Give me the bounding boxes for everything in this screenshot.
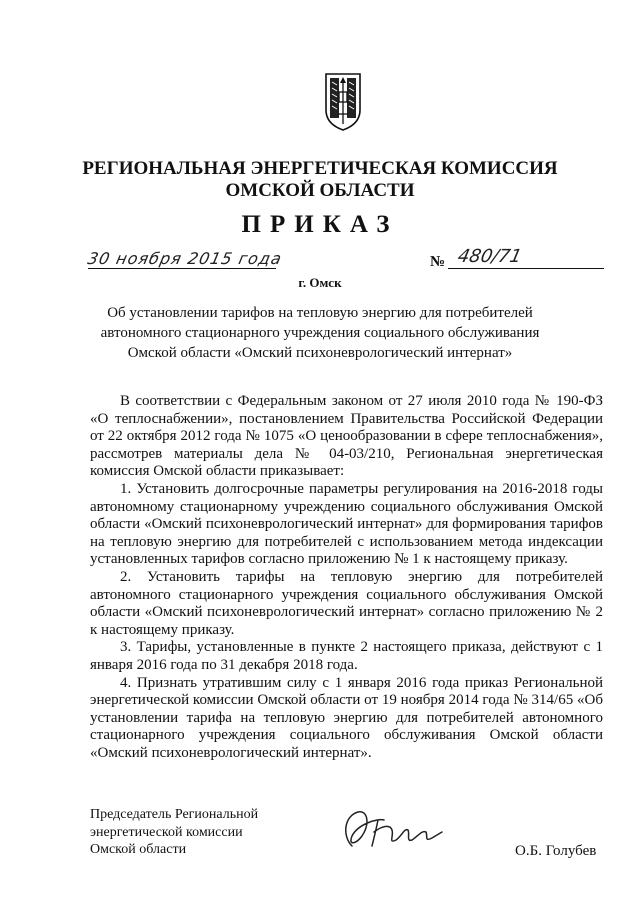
handwritten-signature xyxy=(338,806,450,852)
order-date: 30 ноября 2015 года xyxy=(85,249,284,268)
signer-title xyxy=(90,806,258,859)
signer-title-line: Омской области xyxy=(90,842,187,857)
clause-1: 1. Установить долгосрочные параметры регулирования на 2016-2018 годы автономному стационарному учреждению социального обслуживания Омской области «Омский психоневрологический интернат» для формирования тарифов на тепловую энергию для потребителей с использованием метода индексации установленных тарифов согласно приложению № 1 к настоящему приказу. xyxy=(90,480,603,568)
preamble-paragraph: В соответствии с Федеральным законом от 27 июля 2010 года № 190-ФЗ «О теплоснабжении», постановлением Правительства Российской Федерации от 22 октября 2012 года № 1075 «О ценообразовании в сфере теплоснабжения», рассмотрев материалы дела № 04-03/210, Региональная энергетическая комиссия Омской области приказывает: xyxy=(90,393,603,480)
number-underline xyxy=(448,268,604,269)
city: г. Омск xyxy=(298,275,342,290)
signer-name: О.Б. Голубев xyxy=(515,843,597,859)
subject-line: Об установлении тарифов на тепловую энергию для потребителей xyxy=(107,305,533,321)
clause-2: 2. Установить тарифы на тепловую энергию для потребителей автономного стационарного учреждения социального обслуживания Омской области «Омский психоневрологический интернат» согласно приложению № 2 к настоящему приказу. xyxy=(90,568,603,638)
date-underline xyxy=(88,268,276,269)
order-body xyxy=(90,393,603,762)
order-number-label: № xyxy=(430,254,446,270)
order-subject xyxy=(100,303,540,363)
subject-line: автономного стационарного учреждения социального обслуживания xyxy=(100,325,540,341)
signer-title-line: энергетической комиссии xyxy=(90,824,243,840)
signer-title-line: Председатель Региональной xyxy=(90,807,259,822)
order-number: 480/71 xyxy=(455,246,524,267)
clause-4: 4. Признать утратившим силу с 1 января 2016 года приказ Региональной энергетической комиссии Омской области от 19 ноября 2014 года № 314/65 «Об установлении тарифа на тепловую энергию для потребителей автономного стационарного учреждения социального обслуживания Омской области «Омский психоневрологический интернат». xyxy=(90,674,603,761)
clause-3: 3. Тарифы, установленные в пункте 2 настоящего приказа, действуют с 1 января 2016 года по 31 декабря 2018 года. xyxy=(90,639,603,673)
document-type: ПРИКАЗ xyxy=(241,211,399,238)
subject-line: Омской области «Омский психоневрологический интернат» xyxy=(127,345,513,361)
omsk-coat-of-arms-icon xyxy=(323,72,363,132)
org-name-line2: ОМСКОЙ ОБЛАСТИ xyxy=(225,180,415,201)
org-name-line1: РЕГИОНАЛЬНАЯ ЭНЕРГЕТИЧЕСКАЯ КОМИССИЯ xyxy=(82,158,558,179)
